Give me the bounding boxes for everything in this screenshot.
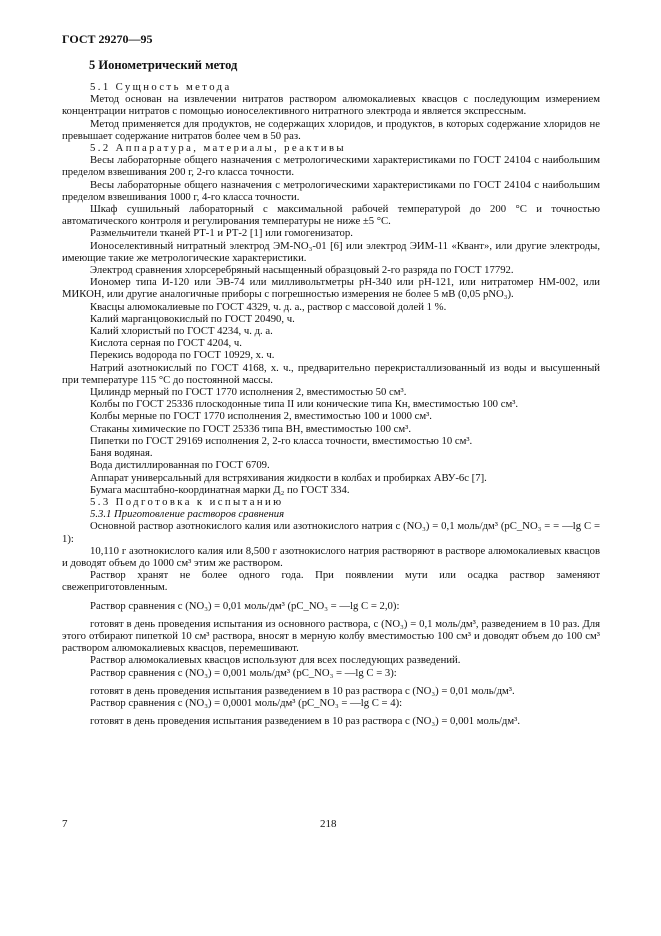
paragraph: Бумага масштабно-координатная марки Д₂ по ГОСТ 334. [90,483,350,496]
paragraph: Основной раствор азотнокислого калия или азотнокислого натрия c (NO₃) = 0,1 моль/дм³ (pC_NO₃ = = —lg C = 1): [62,520,600,545]
paragraph: Натрий азотнокислый по ГОСТ 4168, х. ч., предварительно перекристаллизованный из воды и высушенный при температуре 115 °С до постоянной массы. [62,361,600,386]
paragraph: Раствор сравнения c (NO₃) = 0,01 моль/дм³ (pC_NO₃ = —lg C = 2,0): [90,599,400,612]
paragraph: Весы лабораторные общего назначения с метрологическими характеристиками по ГОСТ 24104 с наибольшим пределом взвешивания 200 г, 2-го класса точности. [62,154,600,179]
paragraph: Весы лабораторные общего назначения с метрологическими характеристиками по ГОСТ 24104 с наибольшим пределом взвешивания 1000 г, 4-го класса точности. [62,178,600,203]
paragraph: Квасцы алюмокалиевые по ГОСТ 4329, ч. д. а., раствор с массовой долей 1 %. [90,300,447,313]
page-header: ГОСТ 29270—95 [62,32,153,46]
paragraph: готовят в день проведения испытания разведением в 10 раз раствора c (NO₃) = 0,01 моль/дм³. [90,684,515,697]
paragraph: готовят в день проведения испытания разведением в 10 раз раствора c (NO₃) = 0,001 моль/дм³. [90,715,520,728]
page-number-left: 7 [62,818,68,830]
paragraph: Кислота серная по ГОСТ 4204, ч. [90,337,242,350]
paragraph: Шкаф сушильный лабораторный с максимальной рабочей температурой до 200 °С и точностью автоматического контроля и регулирования температуры не ниже ±5 °С. [62,203,600,228]
paragraph: Вода дистиллированная по ГОСТ 6709. [90,459,270,472]
paragraph: Ионоселективный нитратный электрод ЭМ-NO₃-01 [6] или электрод ЭИМ-11 «Квант», или другие электроды, имеющие такие же метрологические характеристики. [62,239,600,264]
paragraph: 5.3.1 Приготовление растворов сравнения [90,508,285,521]
paragraph: Иономер типа И-120 или ЭВ-74 или милливольтметры рН-340 или рН-121, или нитратомер НМ-002, или МИКОН, или другие аналогичные приборы с погрешностью измерения не более 5 мВ (0,05 pNO₃). [62,276,600,301]
paragraph: Баня водяная. [90,447,153,460]
paragraph: готовят в день проведения испытания из основного раствора, c (NO₃) = 0,1 моль/дм³, разведением в 10 раз. Для этого отбирают пипеткой 10 см³ раствора, вносят в мерную колбу вместимостью 100 см³ и доводят объем до 100 см³ раствором алюмокалиевых квасцов, перемешивают. [62,617,600,655]
paragraph: Колбы мерные по ГОСТ 1770 исполнения 2, вместимостью 100 и 1000 см³. [90,410,432,423]
paragraph: Метод применяется для продуктов, не содержащих хлоридов, и продуктов, в которых содержание хлоридов не превышает содержание нитратов более чем в 50 раз. [62,117,600,142]
paragraph: Раствор алюмокалиевых квасцов используют для всех последующих разведений. [90,654,461,667]
paragraph: Метод основан на извлечении нитратов раствором алюмокалиевых квасцов с последующим измерением концентрации нитратов с помощью ионоселективного нитратного электрода и является экспрессным. [62,93,600,118]
paragraph: Калий марганцовокислый по ГОСТ 20490, ч. [90,312,295,325]
paragraph: Колбы по ГОСТ 25336 плоскодонные типа II или конические типа Кн, вместимостью 100 см³. [90,398,519,411]
paragraph: 10,110 г азотнокислого калия или 8,500 г азотнокислого натрия растворяют в растворе алюмокалиевых квасцов и доводят объем до 1000 см³ этим же раствором. [62,544,600,569]
paragraph: Аппарат универсальный для встряхивания жидкости в колбах и пробирках АВУ-6с [7]. [90,471,487,484]
section-title: 5 Ионометрический метод [89,58,238,72]
paragraph: Раствор сравнения c (NO₃) = 0,001 моль/дм³ (pC_NO₃ = —lg C = 3): [90,666,397,679]
paragraph: Электрод сравнения хлорсеребряный насыщенный образцовый 2-го разряда по ГОСТ 17792. [90,264,514,277]
paragraph: 5.3 Подготовка к испытанию [90,495,284,508]
paragraph: Раствор сравнения c (NO₃) = 0,0001 моль/дм³ (pC_NO₃ = —lg C = 4): [90,696,403,709]
document-body [62,81,600,727]
paragraph: Цилиндр мерный по ГОСТ 1770 исполнения 2, вместимостью 50 см³. [90,386,407,399]
paragraph: Стаканы химические по ГОСТ 25336 типа ВН, вместимостью 100 см³. [90,422,411,435]
paragraph: Калий хлористый по ГОСТ 4234, ч. д. а. [90,325,273,338]
paragraph: 5.2 Аппаратура, материалы, реактивы [90,142,347,155]
paragraph: Пипетки по ГОСТ 29169 исполнения 2, 2-го класса точности, вместимостью 10 см³. [90,434,473,447]
paragraph: 5.1 Сущность метода [90,81,232,93]
paragraph: Раствор хранят не более одного года. При появлении мути или осадка раствор заменяют свежеприготовленным. [62,569,600,594]
page-number-center: 218 [320,818,337,830]
paragraph: Размельчители тканей РТ-1 и РТ-2 [1] или гомогенизатор. [90,227,353,240]
paragraph: Перекись водорода по ГОСТ 10929, х. ч. [90,349,275,362]
